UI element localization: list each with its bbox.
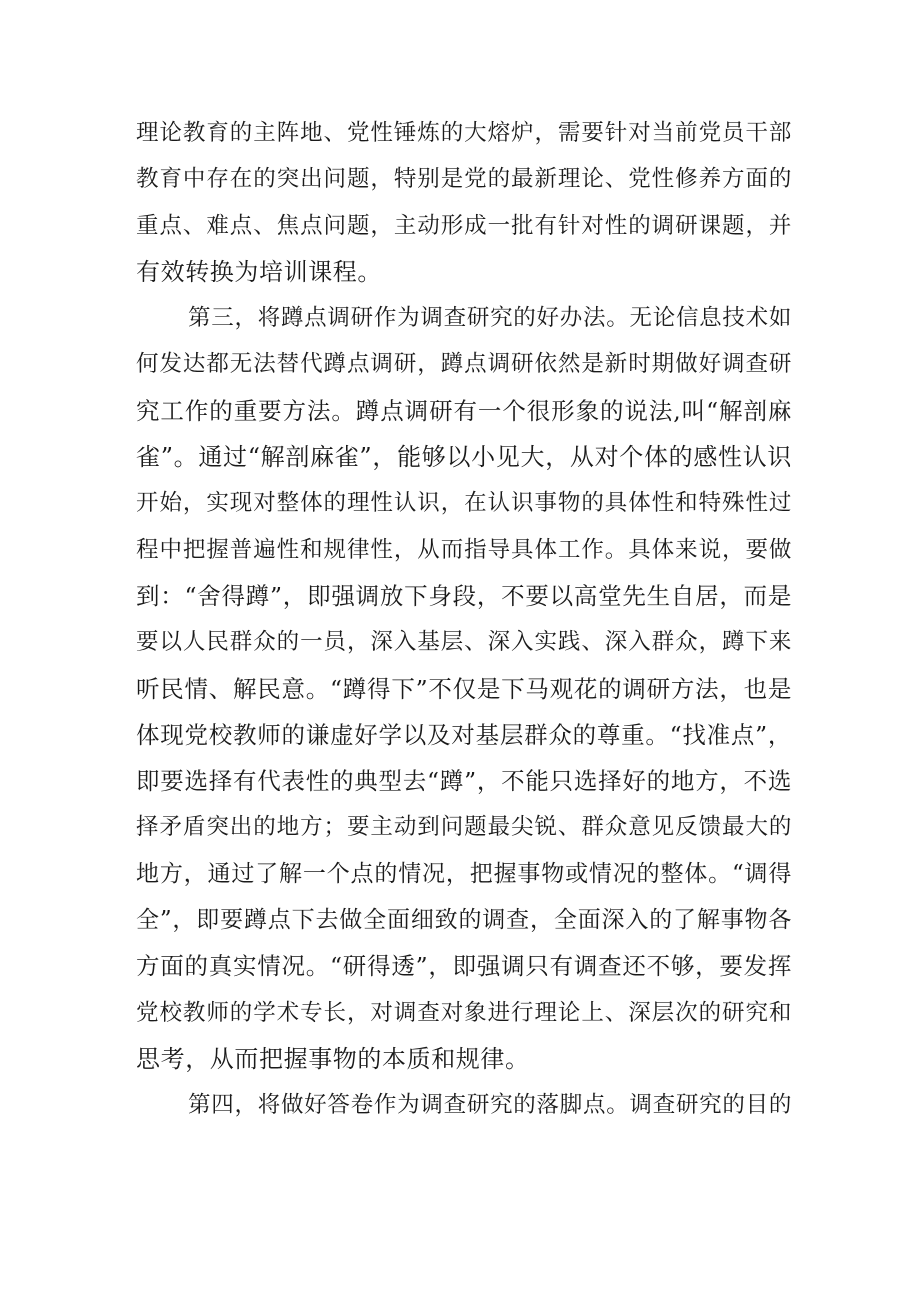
text-line: 有效转换为培训课程。 (136, 257, 382, 286)
text-line: 思考，从而把握事物的本质和规律。 (136, 1044, 530, 1073)
text-line: 教育中存在的突出问题，特别是党的最新理论、党性修养方面的 (136, 166, 792, 193)
text-line: 要以人民群众的一员，深入基层、深入实践、深入群众，蹲下来 (136, 629, 792, 656)
paragraph (136, 110, 792, 295)
text-line: 党校教师的学术专长，对调查对象进行理论上、深层次的研究和 (136, 999, 792, 1026)
text-line: 方面的真实情况。“研得透”，即强调只有调查还不够，要发挥 (136, 952, 792, 981)
document-body (136, 110, 792, 1129)
text-line: 到：“舍得蹲”，即强调放下身段，不要以高堂先生自居，而是 (136, 581, 792, 610)
paragraph (136, 295, 792, 1082)
text-line: 地方，通过了解一个点的情况，把握事物或情况的整体。“调得 (136, 860, 792, 887)
text-line: 体现党校教师的谦虚好学以及对基层群众的尊重。“找准点”， (136, 720, 792, 749)
text-line: 第三，将蹲点调研作为调查研究的好办法。无论信息技术如 (188, 305, 792, 332)
text-line: 雀”。通过“解剖麻雀”，能够以小见大，从对个体的感性认识 (136, 443, 792, 472)
text-line: 全”，即要蹲点下去做全面细致的调查，全面深入的了解事物各 (136, 907, 792, 934)
text-line: 开始，实现对整体的理性认识，在认识事物的具体性和特殊性过 (136, 490, 792, 517)
text-line: 程中把握普遍性和规律性，从而指导具体工作。具体来说，要做 (136, 536, 792, 563)
paragraph (136, 1082, 792, 1128)
text-line: 重点、难点、焦点问题，主动形成一批有针对性的调研课题，并 (136, 212, 792, 239)
text-line: 究工作的重要方法。蹲点调研有一个很形象的说法,叫“解剖麻 (136, 396, 792, 425)
text-line: 理论教育的主阵地、党性锤炼的大熔炉，需要针对当前党员干部 (136, 120, 792, 146)
text-line: 择矛盾突出的地方；要主动到问题最尖锐、群众意见反馈最大的 (136, 814, 792, 841)
text-line: 听民情、解民意。“蹲得下”不仅是下马观花的调研方法，也是 (136, 674, 792, 703)
text-line: 即要选择有代表性的典型去“蹲”，不能只选择好的地方，不选 (136, 767, 792, 796)
text-line: 第四，将做好答卷作为调查研究的落脚点。调查研究的目的 (188, 1092, 792, 1119)
text-line: 何发达都无法替代蹲点调研，蹲点调研依然是新时期做好调查研 (136, 351, 792, 378)
